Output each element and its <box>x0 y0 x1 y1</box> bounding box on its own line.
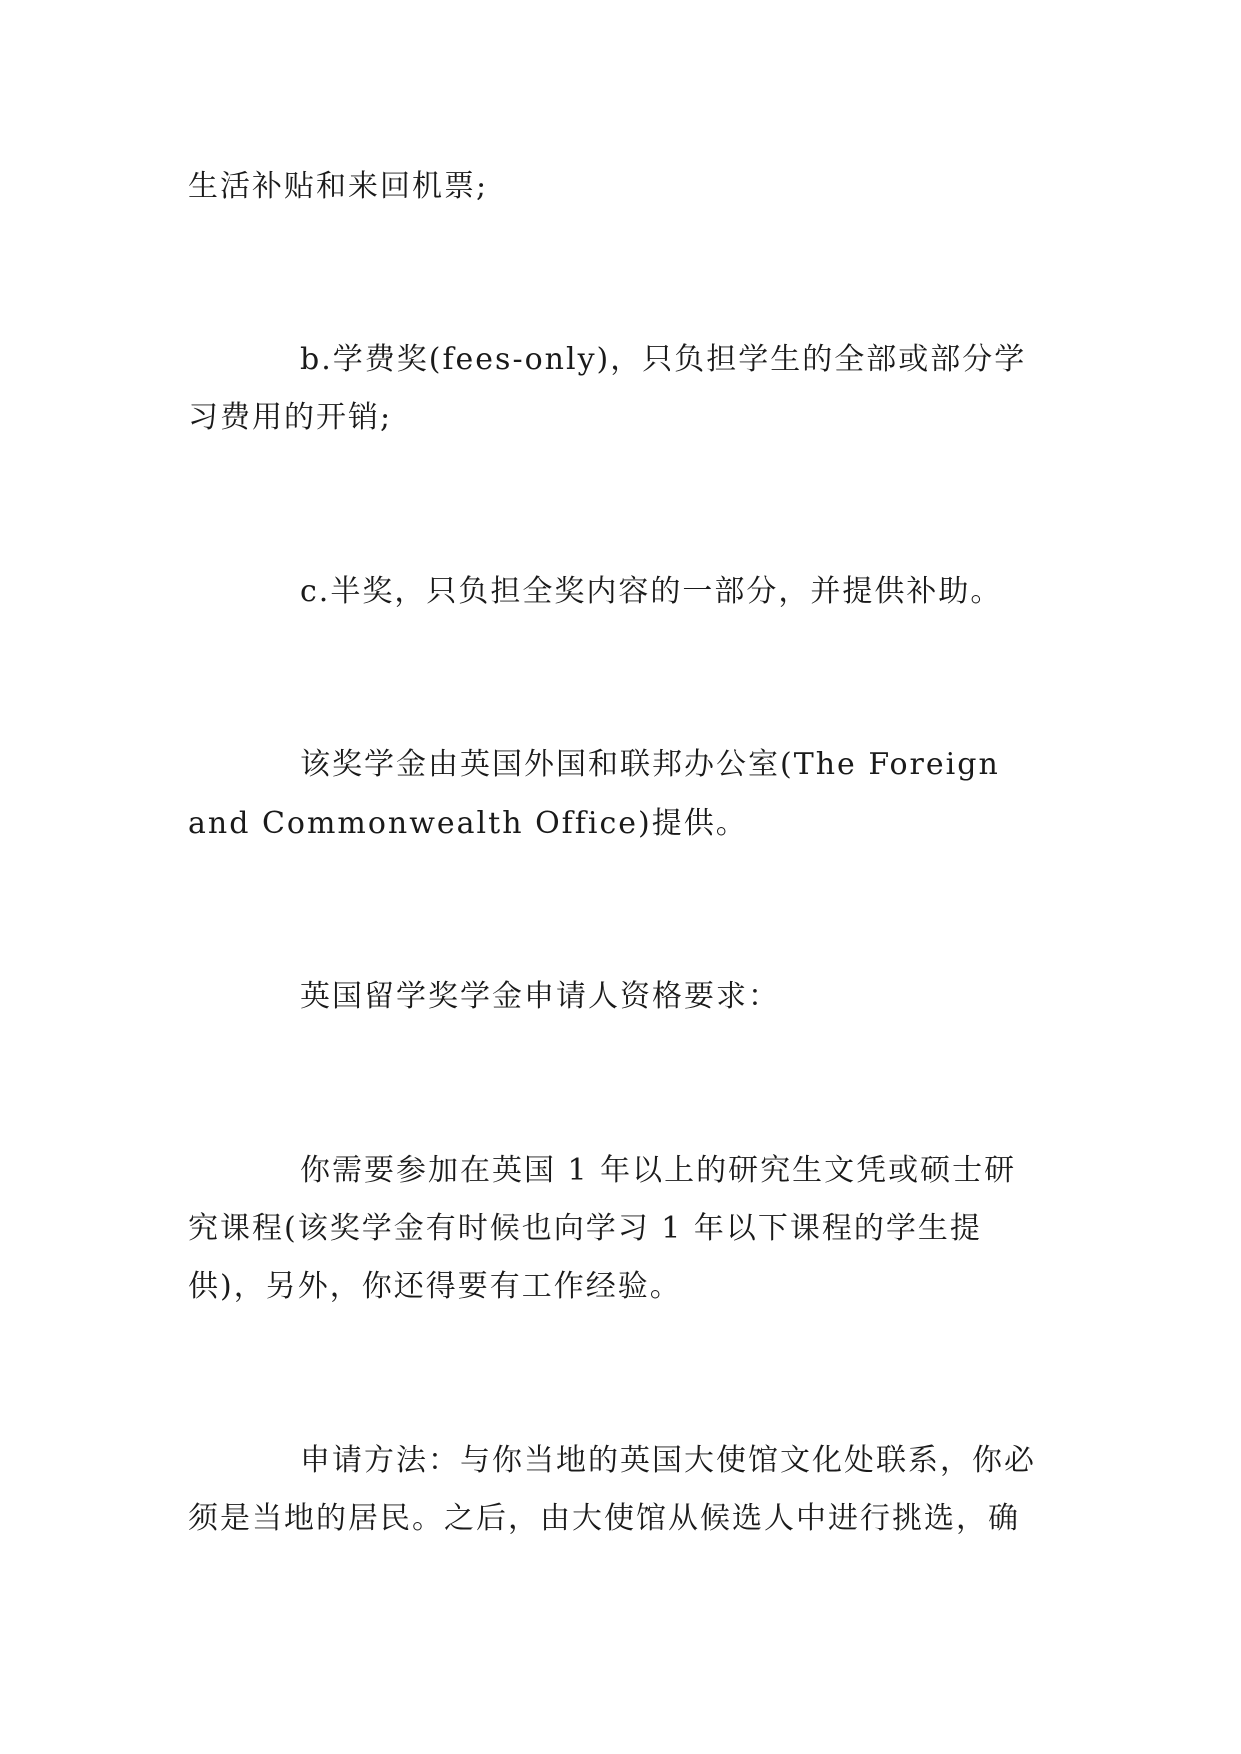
text-line-9: 究课程(该奖学金有时候也向学习 1 年以下课程的学生提 <box>188 1211 982 1246</box>
text-line-1: 生活补贴和来回机票; <box>188 169 489 204</box>
text-line-12: 须是当地的居民。之后，由大使馆从候选人中进行挑选，确 <box>188 1501 1020 1536</box>
text-line-6: and Commonwealth Office)提供。 <box>188 806 748 841</box>
text-line-10: 供)，另外，你还得要有工作经验。 <box>188 1269 682 1304</box>
text-line-4: c.半奖，只负担全奖内容的一部分，并提供补助。 <box>300 574 1003 609</box>
text-line-2: b.学费奖(fees-only)，只负担学生的全部或部分学 <box>300 342 1027 377</box>
text-line-8: 你需要参加在英国 1 年以上的研究生文凭或硕士研 <box>300 1153 1017 1188</box>
text-line-3: 习费用的开销; <box>188 400 393 435</box>
text-line-11: 申请方法：与你当地的英国大使馆文化处联系，你必 <box>300 1443 1036 1478</box>
text-line-7: 英国留学奖学金申请人资格要求： <box>300 979 780 1014</box>
text-line-5: 该奖学金由英国外国和联邦办公室(The Foreign <box>300 747 1000 782</box>
